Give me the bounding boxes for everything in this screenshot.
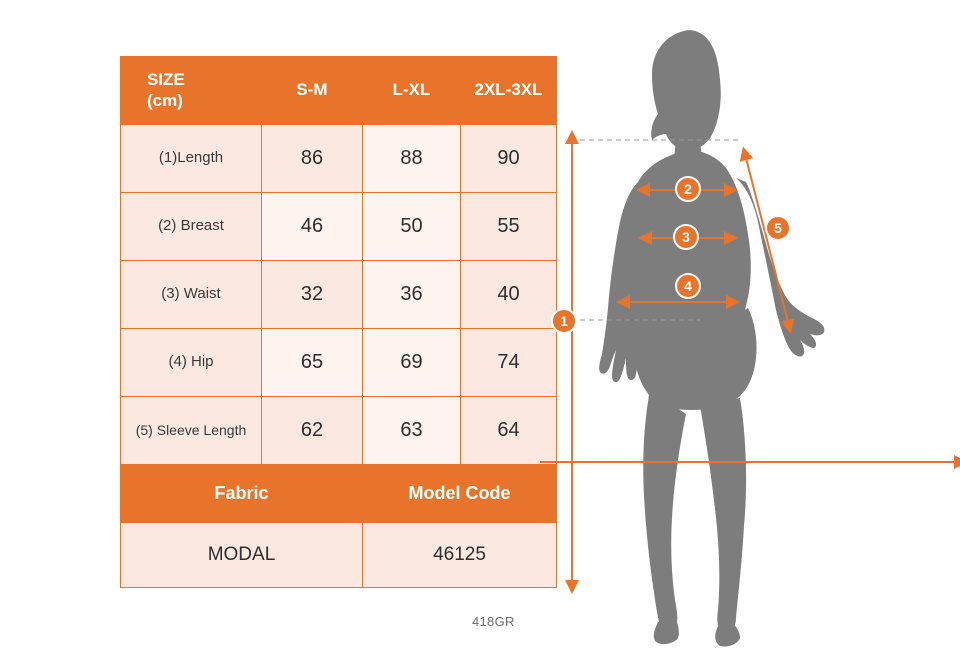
- row-label-sleeve-length: (5) Sleeve Length: [121, 397, 262, 465]
- cell-breast-s-m: 46: [262, 193, 363, 261]
- badge-waist: 3: [673, 224, 699, 250]
- body-silhouette-diagram: [540, 10, 960, 655]
- cell-hip-l-xl: 69: [363, 329, 461, 397]
- header-size-label: [121, 57, 262, 125]
- cell-sleeve-2xl-3xl: 64: [461, 397, 557, 465]
- size-table-container: [120, 56, 543, 588]
- table-header-row: [121, 57, 557, 125]
- badge-hip: 4: [675, 273, 701, 299]
- header-size-line2: (cm): [147, 90, 183, 110]
- cell-sleeve-s-m: 62: [262, 397, 363, 465]
- badge-length: 1: [551, 308, 577, 334]
- cell-waist-s-m: 32: [262, 261, 363, 329]
- row-label-length: (1)Length: [121, 125, 262, 193]
- value-fabric: MODAL: [121, 523, 363, 588]
- cell-length-l-xl: 88: [363, 125, 461, 193]
- female-body-silhouette: [599, 30, 824, 647]
- table-row: [121, 125, 557, 193]
- cell-length-s-m: 86: [262, 125, 363, 193]
- table-footer-value-row: [121, 523, 557, 588]
- cell-hip-2xl-3xl: 74: [461, 329, 557, 397]
- cell-breast-l-xl: 50: [363, 193, 461, 261]
- row-label-hip: (4) Hip: [121, 329, 262, 397]
- cell-waist-l-xl: 36: [363, 261, 461, 329]
- table-row: [121, 397, 557, 465]
- figure-diagram: [540, 10, 960, 655]
- cell-length-2xl-3xl: 90: [461, 125, 557, 193]
- header-col-l-xl: L-XL: [363, 57, 461, 125]
- header-size-line1: SIZE: [147, 70, 185, 90]
- table-footer-header-row: [121, 465, 557, 523]
- code-note: 418GR: [472, 614, 515, 629]
- badge-breast: 2: [675, 176, 701, 202]
- value-model-code: 46125: [363, 523, 557, 588]
- row-label-breast: (2) Breast: [121, 193, 262, 261]
- table-row: [121, 261, 557, 329]
- cell-hip-s-m: 65: [262, 329, 363, 397]
- badge-sleeve-length: 5: [765, 215, 791, 241]
- header-col-2xl-3xl: 2XL-3XL: [461, 57, 557, 125]
- size-table: [120, 56, 557, 588]
- header-model-code: Model Code: [363, 465, 557, 523]
- row-label-waist: (3) Waist: [121, 261, 262, 329]
- cell-breast-2xl-3xl: 55: [461, 193, 557, 261]
- header-col-s-m: S-M: [262, 57, 363, 125]
- table-row: [121, 193, 557, 261]
- header-fabric: Fabric: [121, 465, 363, 523]
- table-row: [121, 329, 557, 397]
- cell-waist-2xl-3xl: 40: [461, 261, 557, 329]
- cell-sleeve-l-xl: 63: [363, 397, 461, 465]
